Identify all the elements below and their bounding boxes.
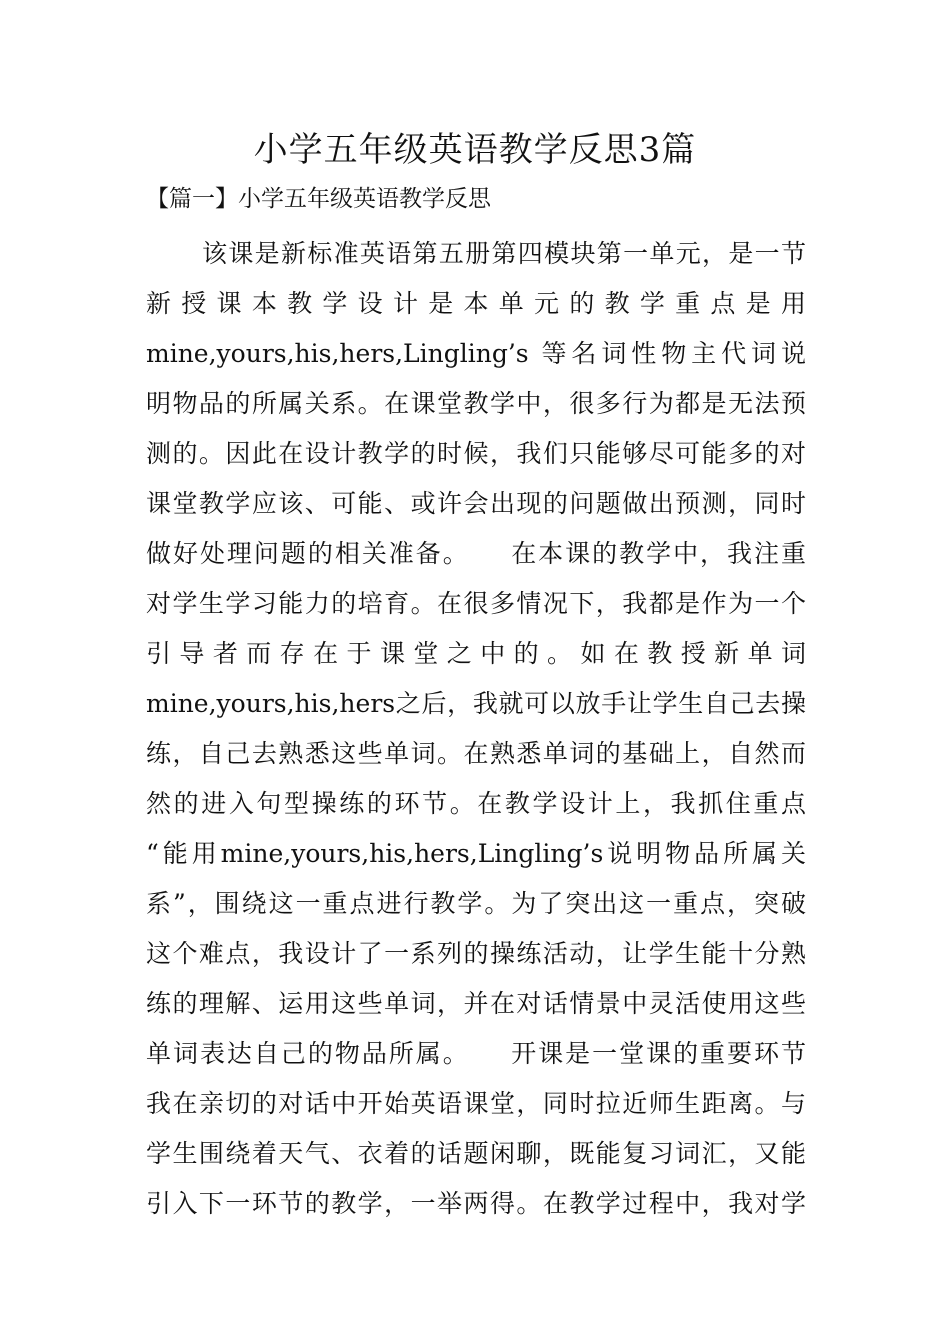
text-line: 明物品的所属关系。在课堂教学中，很多行为都是无法预 (146, 389, 806, 418)
text-line: 测的。因此在设计教学的时候，我们只能够尽可能多的对 (146, 439, 806, 468)
text-line: 学生围绕着天气、衣着的话题闲聊，既能复习词汇，又能 (146, 1139, 806, 1168)
text-line: 对学生学习能力的培育。在很多情况下，我都是作为一个 (146, 589, 806, 618)
text-line: mine,yours,his,hers之后，我就可以放手让学生自己去操 (146, 689, 806, 718)
text-line: 练，自己去熟悉这些单词。在熟悉单词的基础上，自然而 (146, 739, 806, 768)
text-line: 单词表达自己的物品所属。 开课是一堂课的重要环节 (146, 1039, 806, 1068)
text-line: 做好处理问题的相关准备。 在本课的教学中，我注重 (146, 539, 806, 568)
text-line: 引导者而存在于课堂之中的。如在教授新单词 (146, 639, 806, 668)
body-paragraph (146, 229, 806, 1229)
text-line: 这个难点，我设计了一系列的操练活动，让学生能十分熟 (146, 939, 806, 968)
text-line: “能用mine,yours,his,hers,Lingling’s说明物品所属关 (146, 839, 806, 868)
text-line: 我在亲切的对话中开始英语课堂，同时拉近师生距离。与 (146, 1089, 806, 1118)
text-line: 练的理解、运用这些单词，并在对话情景中灵活使用这些 (146, 989, 806, 1018)
document-title: 小学五年级英语教学反思3篇 (253, 130, 697, 170)
text-line: 系”，围绕这一重点进行教学。为了突出这一重点，突破 (146, 889, 806, 918)
text-line: 课堂教学应该、可能、或许会出现的问题做出预测，同时 (146, 489, 806, 518)
text-line: 该课是新标准英语第五册第四模块第一单元，是一节 (202, 239, 806, 268)
text-line: 然的进入句型操练的环节。在教学设计上，我抓住重点 (146, 789, 806, 818)
text-line: 引入下一环节的教学，一举两得。在教学过程中，我对学 (146, 1189, 806, 1218)
text-line: mine,yours,his,hers,Lingling’s 等名词性物主代词说 (146, 339, 806, 368)
section-heading: 【篇一】小学五年级英语教学反思 (146, 186, 491, 212)
text-line: 新授课本教学设计是本单元的教学重点是用 (146, 289, 806, 318)
